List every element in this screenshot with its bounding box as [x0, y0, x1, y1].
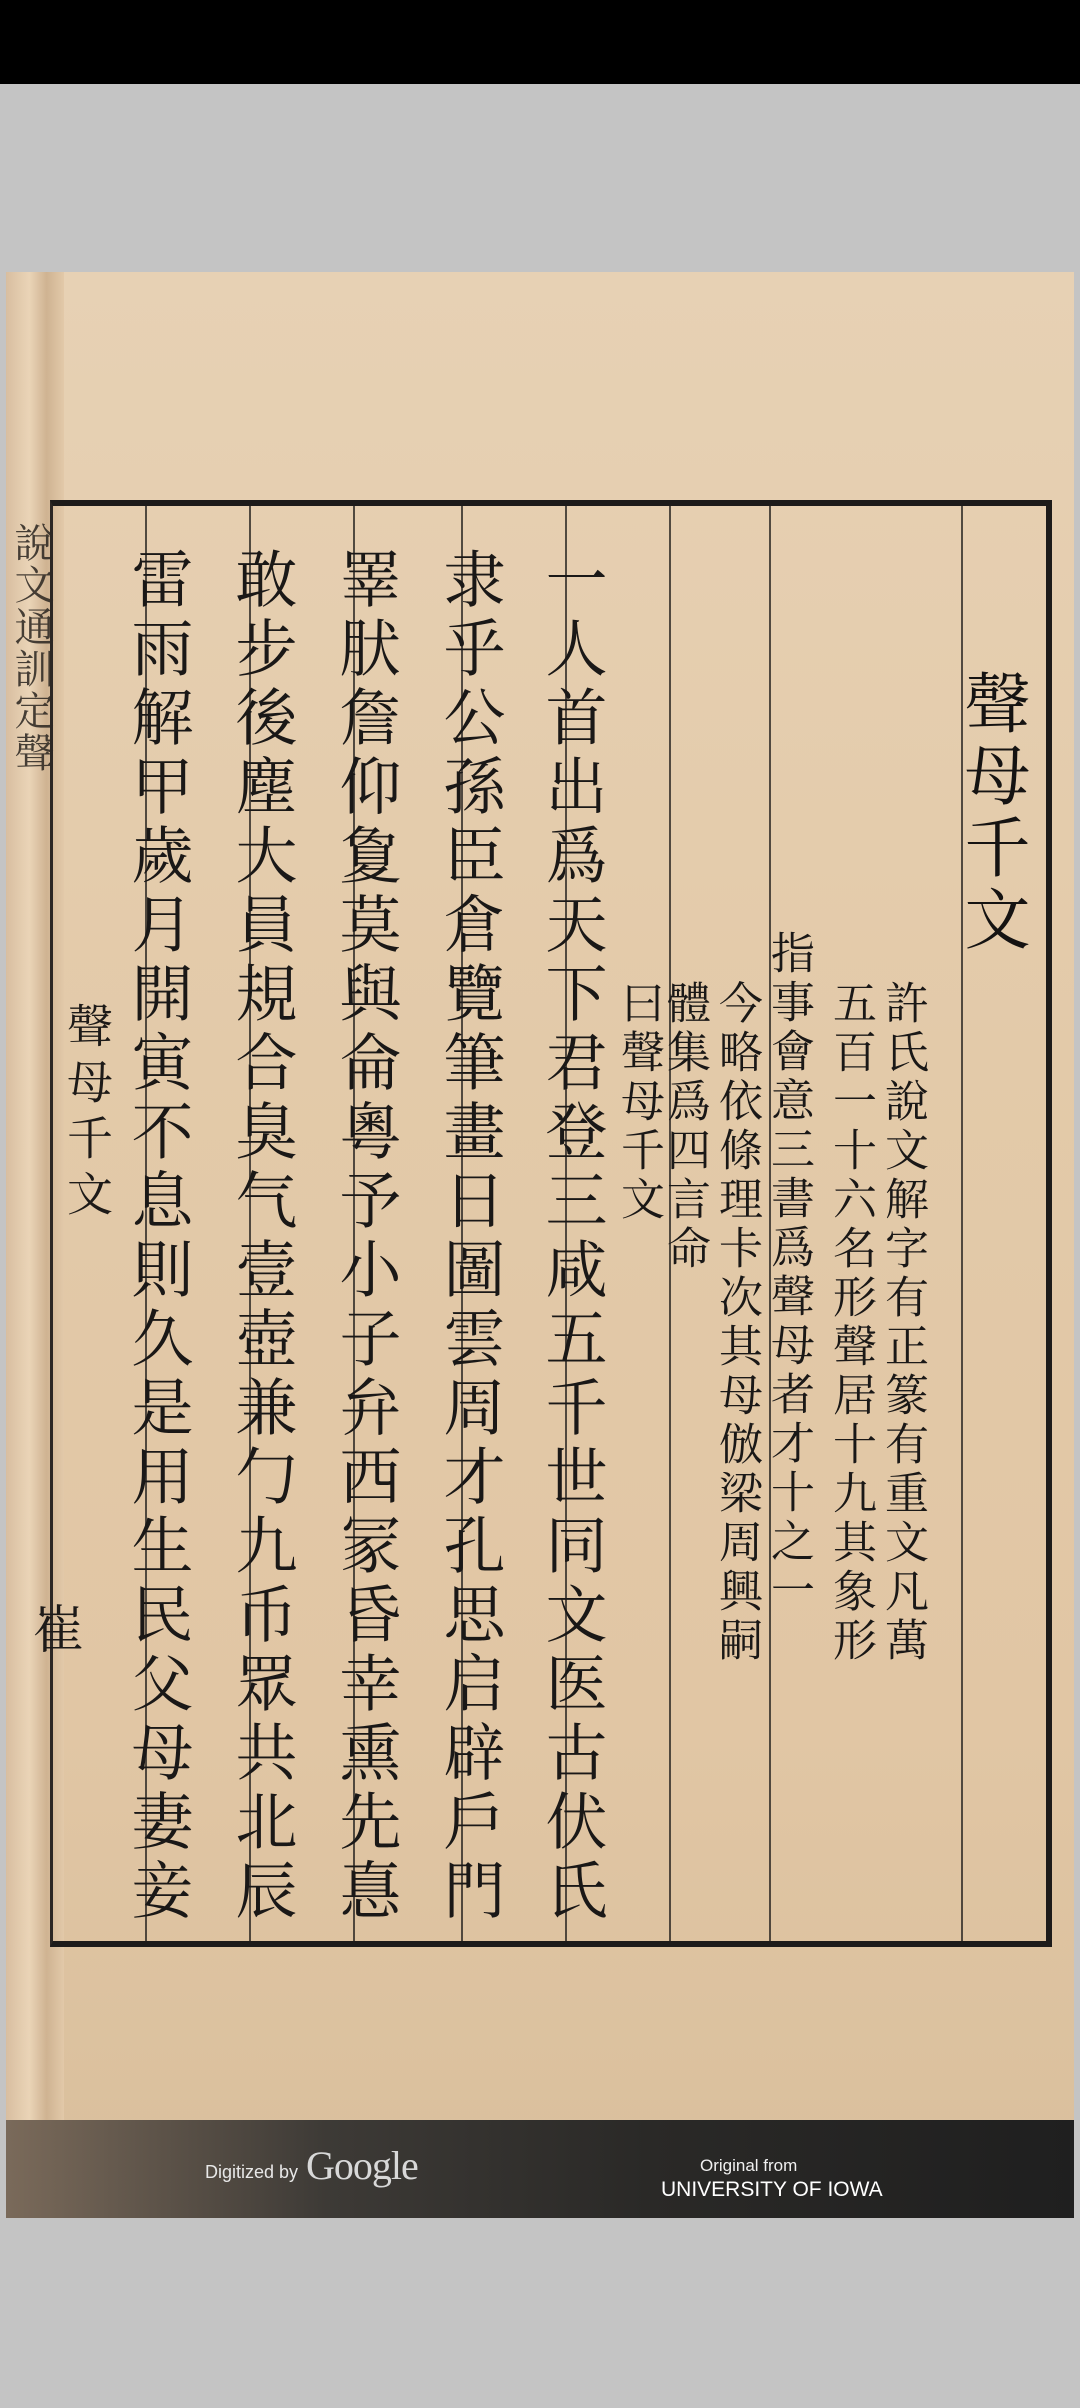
page-heading: 聲母千文: [953, 669, 1030, 957]
original-from-label: Original from: [700, 2156, 798, 2175]
text-column: 隶乎公孫臣倉覽筆畫日圖雲周才孔思启辟戶門: [433, 547, 506, 1927]
text-column: 五百一十六名形聲居十九其象形: [825, 980, 876, 1666]
text-column: 雷雨解甲歲月開寅不息則久是用生民父母妻妾: [121, 547, 194, 1927]
text-column: 睪肰詹仰夐莫與侖粵予小子弁西冡昏幸熏先惪: [329, 547, 402, 1927]
text-column: 敢步後塵大員規合臭气壹壺兼勹九币眾共北辰: [225, 547, 298, 1927]
text-column: 今略依條理卡次其母倣梁周興嗣: [711, 980, 762, 1666]
text-column: 體集爲四言命: [659, 980, 710, 1274]
text-column: 許氏說文解字有正篆有重文凡萬: [877, 980, 928, 1666]
text-column: 指事會意三書爲聲母者才十之一: [763, 930, 814, 1616]
margin-title: 聲母千文: [60, 1002, 114, 1226]
top-status-bar: [0, 0, 1080, 84]
digitized-by-label: Digitized by: [205, 2162, 299, 2182]
spine-title: 說文通訓定聲: [8, 522, 54, 774]
google-logo: Google: [306, 2143, 418, 2188]
institution-label: UNIVERSITY OF IOWA: [661, 2178, 883, 2201]
text-column: 一人首出爲天下君登三咸五千世同文医古伏氏: [535, 547, 608, 1927]
text-column: 曰聲母千文: [613, 980, 664, 1225]
scanned-page: [6, 272, 1074, 2218]
digitization-footer: [6, 2120, 1074, 2218]
bottom-margin: [0, 2218, 1080, 2408]
margin-mark: 崔: [23, 1602, 83, 1654]
